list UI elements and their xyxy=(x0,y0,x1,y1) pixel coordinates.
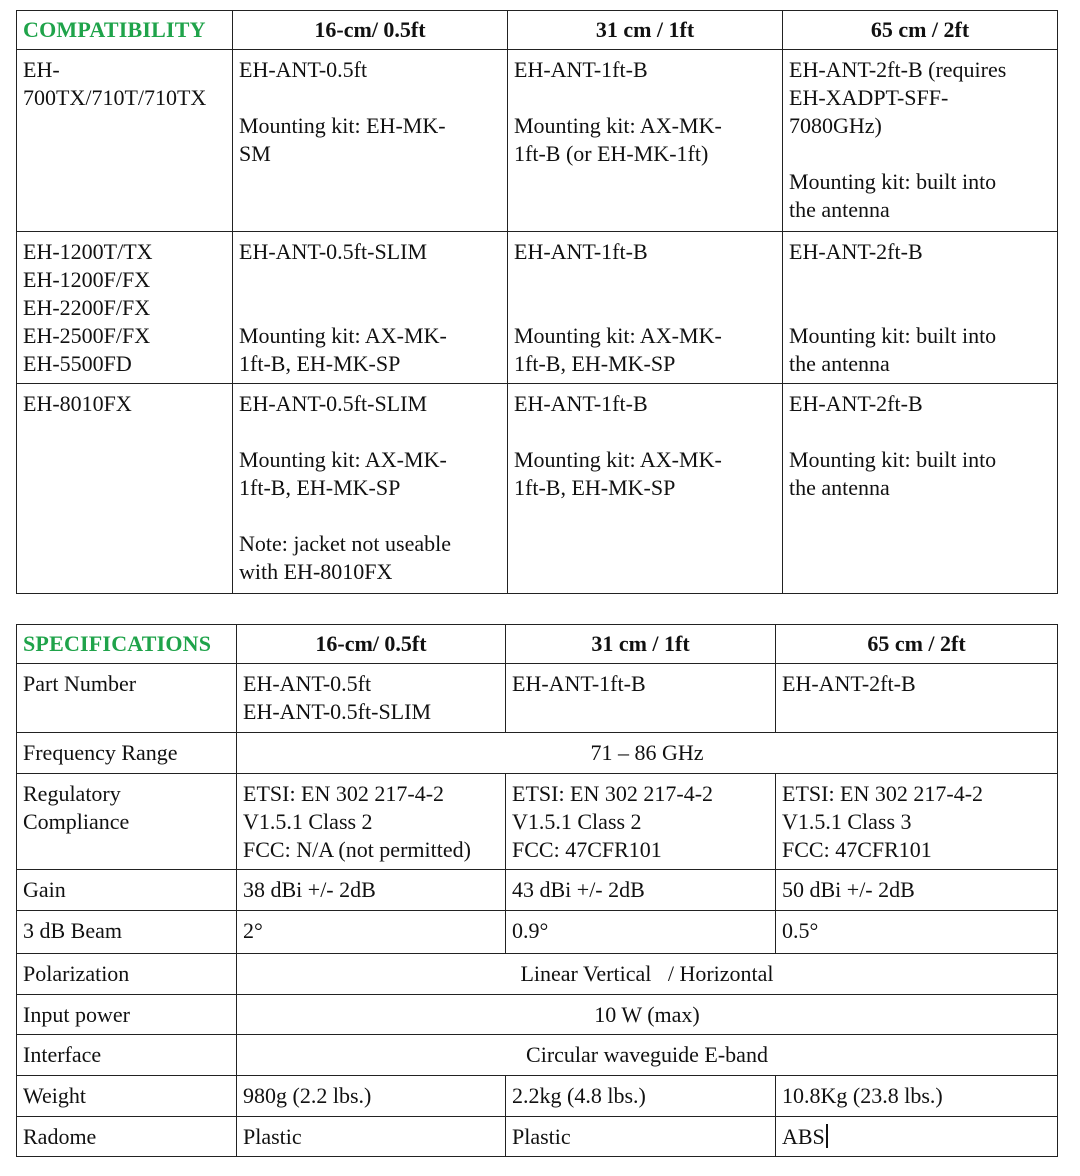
spec-value: ETSI: EN 302 217-4-2 V1.5.1 Class 2 FCC: 47CFR101 xyxy=(506,774,776,870)
spec-row-interface xyxy=(17,1035,1058,1076)
col-header-31cm: 31 cm / 1ft xyxy=(506,625,776,664)
compatibility-header-row xyxy=(17,11,1058,50)
compat-cell xyxy=(233,232,508,384)
specifications-table xyxy=(16,624,1058,1157)
spec-value: Linear Vertical / Horizontal xyxy=(237,954,1058,995)
compat-row-8010 xyxy=(17,384,1058,594)
spec-label: Frequency Range xyxy=(17,733,237,774)
specifications-header-row xyxy=(17,625,1058,664)
spec-value: 10.8Kg (23.8 lbs.) xyxy=(776,1076,1058,1117)
compat-part: EH-ANT-1ft-B xyxy=(514,239,648,264)
compat-mount: Mounting kit: AX-MK- 1ft-B, EH-MK-SP xyxy=(514,323,722,376)
spec-label: Radome xyxy=(17,1117,237,1157)
col-header-31cm: 31 cm / 1ft xyxy=(508,11,783,50)
compat-row-700 xyxy=(17,50,1058,232)
spec-value: EH-ANT-0.5ft EH-ANT-0.5ft-SLIM xyxy=(237,664,506,733)
spec-label: Gain xyxy=(17,870,237,911)
spec-row-gain xyxy=(17,870,1058,911)
spec-row-frequency xyxy=(17,733,1058,774)
compat-mount: Mounting kit: built into the antenna xyxy=(789,447,997,500)
spec-row-regulatory xyxy=(17,774,1058,870)
spec-value: Plastic xyxy=(237,1117,506,1157)
spec-row-weight xyxy=(17,1076,1058,1117)
col-header-16cm: 16-cm/ 0.5ft xyxy=(233,11,508,50)
spec-value: 2.2kg (4.8 lbs.) xyxy=(506,1076,776,1117)
col-header-65cm: 65 cm / 2ft xyxy=(783,11,1058,50)
compatibility-table xyxy=(16,10,1058,594)
compat-part: EH-ANT-0.5ft-SLIM xyxy=(239,239,427,264)
compat-mount: Mounting kit: AX-MK- 1ft-B, EH-MK-SP xyxy=(514,447,722,500)
text-cursor xyxy=(826,1124,828,1148)
spec-value-radome-abs[interactable] xyxy=(776,1117,1058,1157)
compat-row-1200 xyxy=(17,232,1058,384)
compat-mount: Mounting kit: built into the antenna xyxy=(789,323,997,376)
compat-cell xyxy=(508,384,783,594)
spec-row-part-number xyxy=(17,664,1058,733)
compat-cell xyxy=(233,384,508,594)
compat-mount: Mounting kit: AX-MK- 1ft-B (or EH-MK-1ft) xyxy=(514,113,722,166)
compat-cell xyxy=(783,232,1058,384)
radome-abs-text: ABS xyxy=(782,1124,825,1149)
spec-row-radome xyxy=(17,1117,1058,1157)
spec-value: 0.9° xyxy=(506,911,776,954)
compatibility-heading: COMPATIBILITY xyxy=(17,11,233,50)
spec-value: 2° xyxy=(237,911,506,954)
spec-value: Plastic xyxy=(506,1117,776,1157)
spec-row-input-power xyxy=(17,995,1058,1035)
compat-part: EH-ANT-0.5ft xyxy=(239,57,368,82)
compat-model: EH- 700TX/710T/710TX xyxy=(17,50,233,232)
spec-value: EH-ANT-1ft-B xyxy=(506,664,776,733)
compat-note: Note: jacket not useable with EH-8010FX xyxy=(239,531,451,584)
spec-label: 3 dB Beam xyxy=(17,911,237,954)
spec-row-polarization xyxy=(17,954,1058,995)
spec-row-beam xyxy=(17,911,1058,954)
compat-cell xyxy=(508,232,783,384)
compat-mount: Mounting kit: EH-MK- SM xyxy=(239,113,446,166)
compat-cell xyxy=(783,384,1058,594)
col-header-65cm: 65 cm / 2ft xyxy=(776,625,1058,664)
compat-mount: Mounting kit: AX-MK- 1ft-B, EH-MK-SP xyxy=(239,323,447,376)
col-header-16cm: 16-cm/ 0.5ft xyxy=(237,625,506,664)
spec-value: 50 dBi +/- 2dB xyxy=(776,870,1058,911)
spec-value: 71 – 86 GHz xyxy=(237,733,1058,774)
compat-model: EH-8010FX xyxy=(17,384,233,594)
spec-value: EH-ANT-2ft-B xyxy=(776,664,1058,733)
compat-mount: Mounting kit: AX-MK- 1ft-B, EH-MK-SP xyxy=(239,447,447,500)
compat-part: EH-ANT-2ft-B xyxy=(789,391,923,416)
compat-part: EH-ANT-1ft-B xyxy=(514,391,648,416)
spec-value: 980g (2.2 lbs.) xyxy=(237,1076,506,1117)
spec-label: Input power xyxy=(17,995,237,1035)
spec-label: Regulatory Compliance xyxy=(17,774,237,870)
spec-label: Interface xyxy=(17,1035,237,1076)
spec-value: Circular waveguide E-band xyxy=(237,1035,1058,1076)
spec-label: Part Number xyxy=(17,664,237,733)
spec-value: ETSI: EN 302 217-4-2 V1.5.1 Class 2 FCC: N/A (not permitted) xyxy=(237,774,506,870)
spec-label: Weight xyxy=(17,1076,237,1117)
spec-value: 10 W (max) xyxy=(237,995,1058,1035)
compat-cell xyxy=(508,50,783,232)
compat-mount: Mounting kit: built into the antenna xyxy=(789,169,997,222)
spec-label: Polarization xyxy=(17,954,237,995)
compat-cell xyxy=(783,50,1058,232)
spec-value: 38 dBi +/- 2dB xyxy=(237,870,506,911)
compat-part: EH-ANT-1ft-B xyxy=(514,57,648,82)
compat-part: EH-ANT-0.5ft-SLIM xyxy=(239,391,427,416)
spec-value: ETSI: EN 302 217-4-2 V1.5.1 Class 3 FCC: 47CFR101 xyxy=(776,774,1058,870)
spec-value: 43 dBi +/- 2dB xyxy=(506,870,776,911)
spec-value: 0.5° xyxy=(776,911,1058,954)
compat-model: EH-1200T/TX EH-1200F/FX EH-2200F/FX EH-2500F/FX EH-5500FD xyxy=(17,232,233,384)
compat-part: EH-ANT-2ft-B (requires EH-XADPT-SFF- 7080GHz) xyxy=(789,57,1007,138)
compat-cell xyxy=(233,50,508,232)
compat-part: EH-ANT-2ft-B xyxy=(789,239,923,264)
specifications-heading: SPECIFICATIONS xyxy=(17,625,237,664)
